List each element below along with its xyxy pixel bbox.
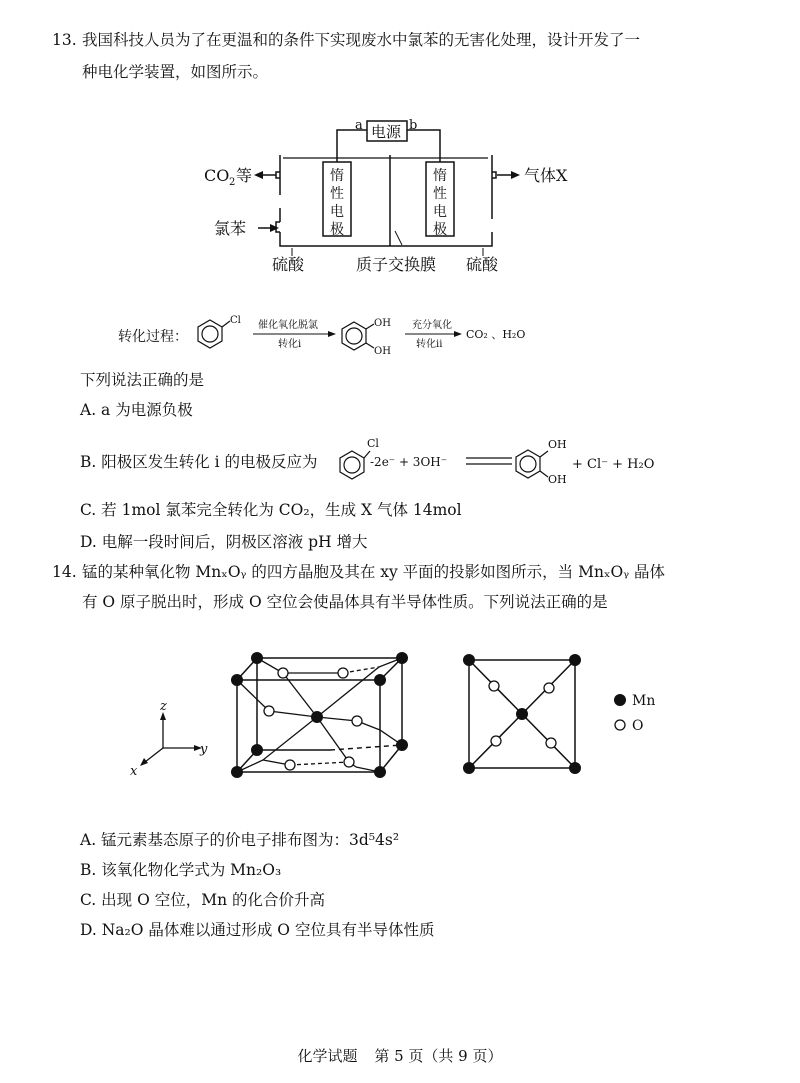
process-oh-1: OH [374,318,391,329]
right-electrode-char-2: 性 [433,186,447,202]
q13-option-b-prefix: B. 阳极区发生转化 i 的电极反应为 [80,453,318,471]
gas-x-label: 气体X [524,166,568,185]
coordinate-axes [145,718,196,762]
footer-subject: 化学试题 [297,1047,358,1065]
process-products: CO₂ 、H₂O [466,328,526,341]
q13-number: 13. [52,31,77,49]
step1-bottom: 转化i [278,339,302,350]
right-electrode-char-1: 惰 [433,168,447,184]
q14-option-d: D. Na₂O 晶体难以通过形成 O 空位具有半导体性质 [80,921,435,939]
q14-option-a: A. 锰元素基态原子的价电子排布图为：3d⁵4s² [80,831,400,849]
terminal-a: a [355,118,363,133]
left-electrode-char-1: 惰 [330,168,344,184]
membrane-label: 质子交换膜 [356,255,437,274]
q13-stem-line2: 种电化学装置，如图所示。 [82,63,269,81]
legend-mn-marker [614,694,626,706]
co2-suffix: 等 [236,166,253,185]
option-b-reagents: -2e⁻ + 3OH⁻ [370,455,448,469]
legend-o-marker [615,720,625,730]
co2-label: CO [204,166,230,185]
q14-option-c: C. 出现 O 空位，Mn 的化合价升高 [80,891,326,909]
terminal-b: b [409,118,418,133]
option-b-products: + Cl⁻ + H₂O [572,457,655,472]
step2-bottom: 转化ii [416,339,443,350]
q14-stem-line1: 锰的某种氧化物 MnₓOᵧ 的四方晶胞及其在 xy 平面的投影如图所示，当 MnₓOᵧ 晶体 [82,563,665,581]
step1-top: 催化氧化脱氯 [258,320,318,331]
process-label: 转化过程： [118,329,188,345]
axis-y-label: y [200,742,208,757]
hidden-edges [330,745,402,750]
q13-option-a: A. a 为电源负极 [80,401,193,419]
option-b-oh-1: OH [548,438,567,451]
q14-option-b: B. 该氧化物化学式为 Mn₂O₃ [80,861,282,879]
q14-stem-line2: 有 O 原子脱出时，形成 O 空位会使晶体具有半导体性质。下列说法正确的是 [82,593,608,611]
q13-stem-line1: 我国科技人员为了在更温和的条件下实现废水中氯苯的无害化处理，设计开发了一 [82,31,641,49]
option-b-oh-2: OH [548,473,567,486]
right-acid-label: 硫酸 [466,255,499,274]
left-electrode-char-3: 电 [330,204,344,220]
q13-option-c: C. 若 1mol 氯苯完全转化为 CO₂，生成 X 气体 14mol [80,501,462,519]
co2-subscript: 2 [229,177,236,188]
power-supply-label: 电源 [371,123,402,141]
left-electrode-char-2: 性 [330,186,344,202]
process-cl: Cl [230,315,241,326]
left-acid-label: 硫酸 [272,255,305,274]
page-footer [0,1045,800,1066]
step2-top: 充分氧化 [412,320,452,331]
left-electrode-char-4: 极 [330,222,344,238]
process-oh-2: OH [374,346,391,357]
right-electrode-char-4: 极 [433,222,447,238]
option-b-cl: Cl [367,437,379,450]
right-electrode-char-3: 电 [433,204,447,220]
q13-question: 下列说法正确的是 [80,371,205,389]
axis-z-label: z [160,699,167,714]
legend-mn-label: Mn [632,693,656,709]
axis-x-label: x [130,764,138,779]
q13-option-d: D. 电解一段时间后，阴极区溶液 pH 增大 [80,533,368,551]
chlorobenzene-label: 氯苯 [214,219,247,238]
footer-page: 第 5 页（共 9 页） [374,1047,503,1065]
legend-o-label: O [632,718,644,734]
q14-number: 14. [52,563,77,581]
